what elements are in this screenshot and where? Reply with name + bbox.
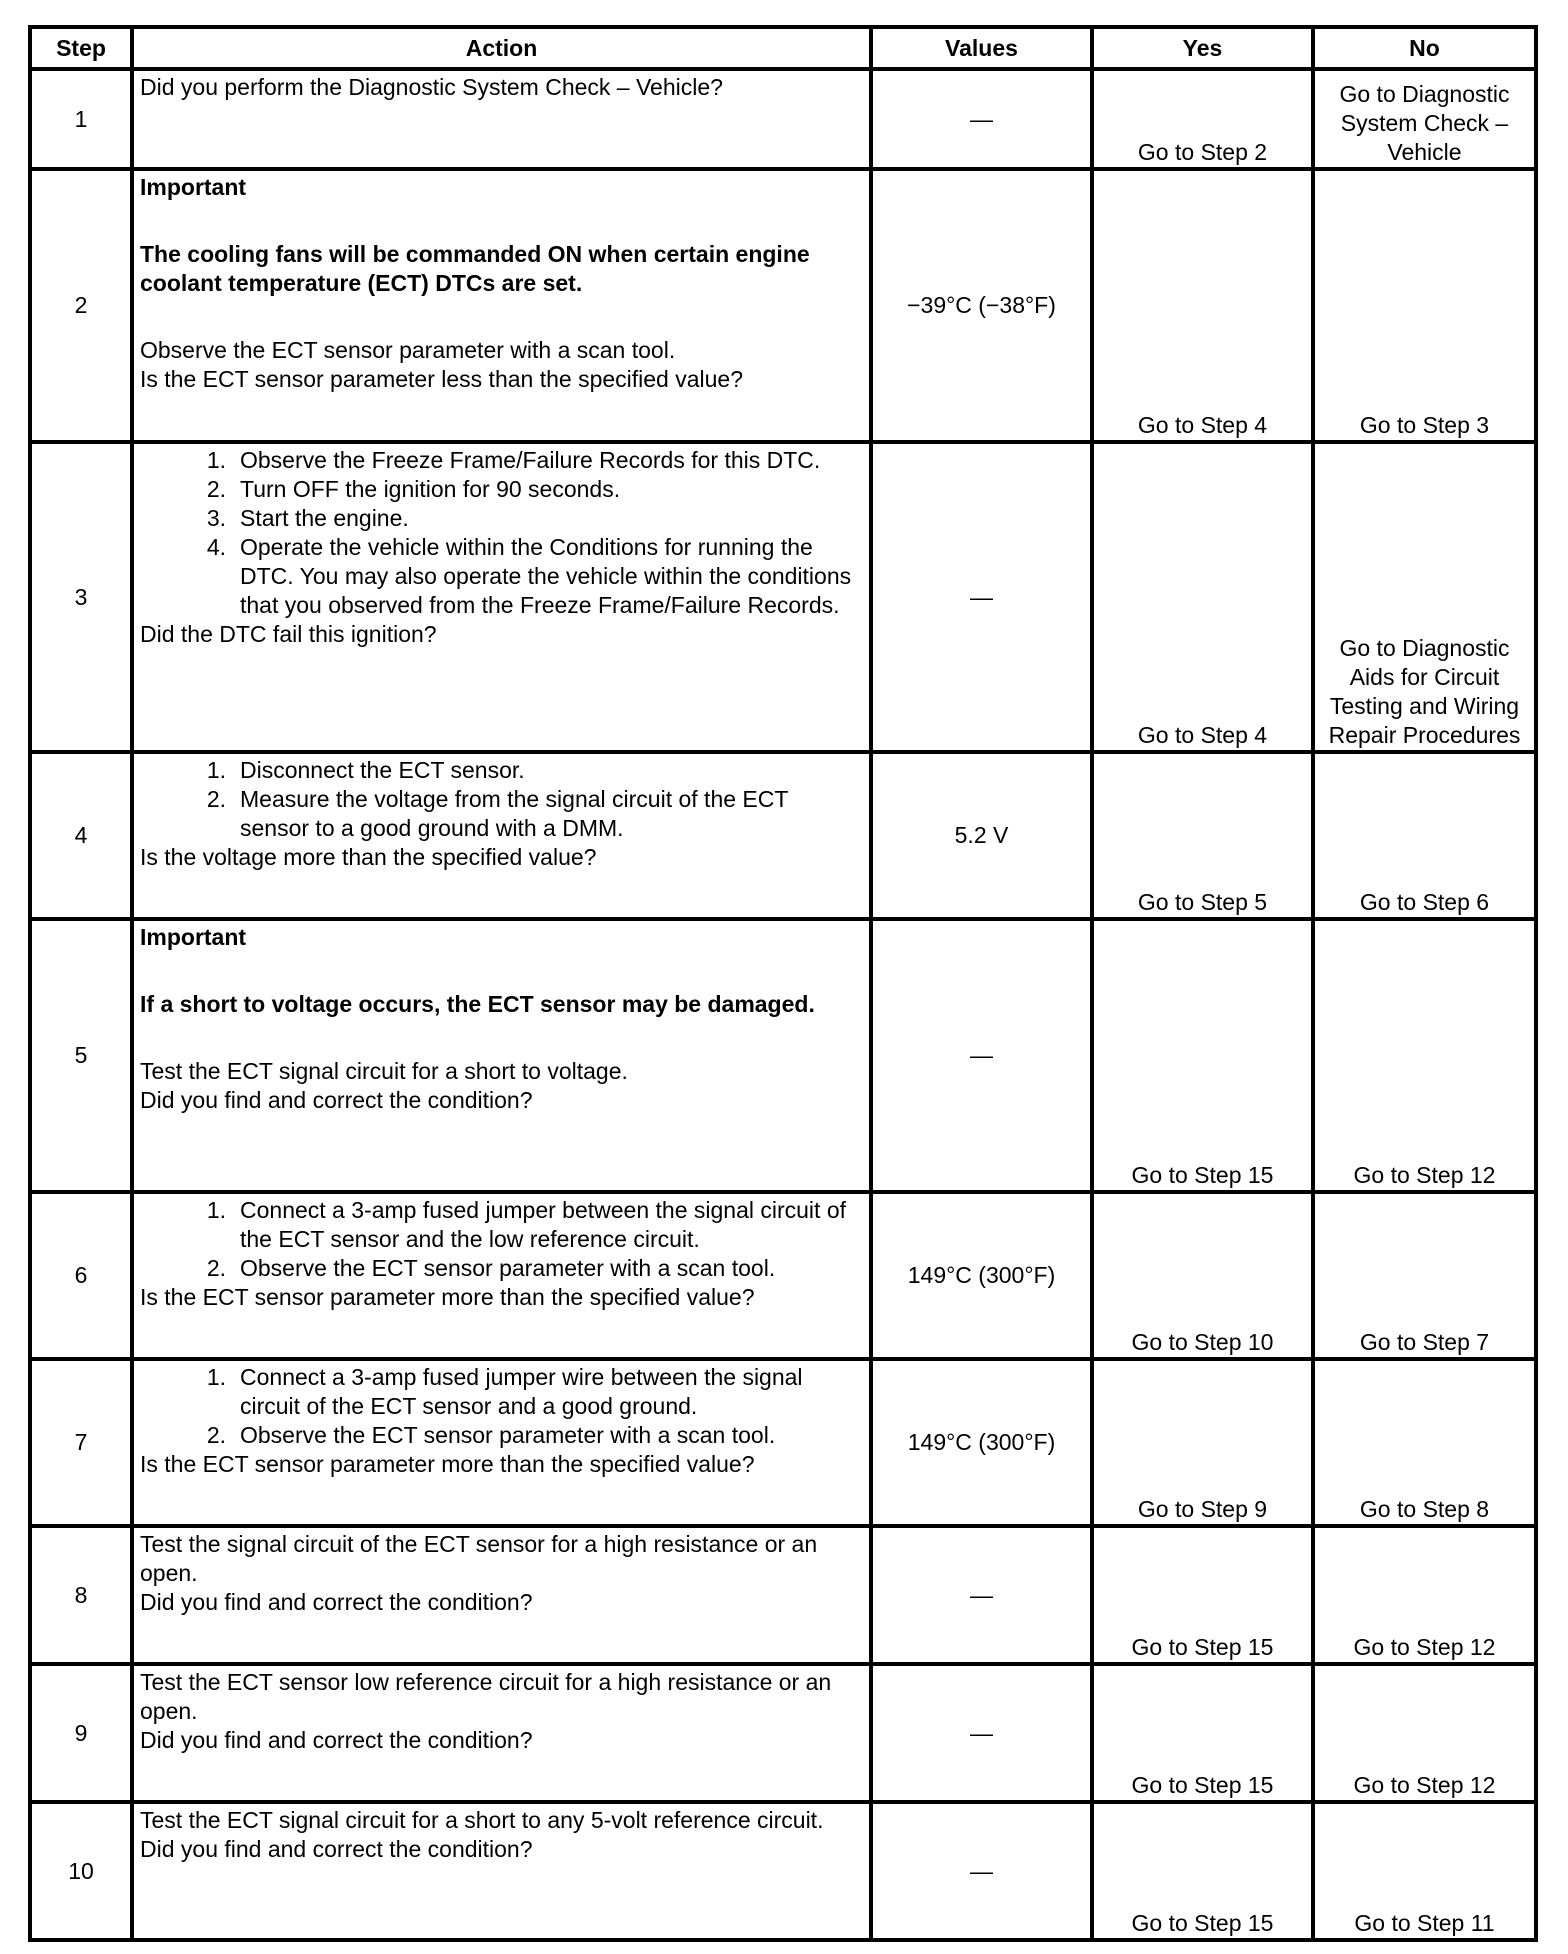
no-cell: Go to Step 12 — [1313, 1526, 1536, 1664]
action-steps — [140, 1196, 863, 1283]
yes-cell: Go to Step 4 — [1092, 442, 1313, 752]
table-row — [30, 1664, 1536, 1802]
no-cell: Go to Diagnostic System Check – Vehicle — [1313, 69, 1536, 169]
important-label: Important — [140, 924, 247, 950]
action-question: Is the ECT sensor parameter less than the specified value? — [140, 366, 744, 392]
list-item: 2. Observe the ECT sensor parameter with a scan tool. — [206, 1255, 776, 1281]
list-item: 2. Turn OFF the ignition for 90 seconds. — [206, 476, 621, 502]
diagnostic-table — [28, 25, 1538, 1942]
table-row — [30, 1526, 1536, 1664]
action-text: Observe the ECT sensor parameter with a scan tool. — [140, 337, 676, 363]
values-cell: — — [871, 1526, 1092, 1664]
action-question: Did you find and correct the condition? — [140, 1836, 533, 1862]
action-question: Is the ECT sensor parameter more than the specified value? — [140, 1284, 755, 1310]
action-text: Test the ECT signal circuit for a short to any 5-volt reference circuit. — [140, 1807, 824, 1833]
no-cell: Go to Diagnostic Aids for Circuit Testing and Wiring Repair Procedures — [1313, 442, 1536, 752]
action-cell — [132, 752, 871, 919]
action-cell — [132, 919, 871, 1192]
yes-cell: Go to Step 9 — [1092, 1359, 1313, 1526]
action-cell — [132, 1359, 871, 1526]
step-number: 1 — [30, 69, 132, 169]
values-cell: — — [871, 1802, 1092, 1940]
list-item: 2. Observe the ECT sensor parameter with a scan tool. — [206, 1422, 776, 1448]
table-row — [30, 1192, 1536, 1359]
important-note: If a short to voltage occurs, the ECT sensor may be damaged. — [140, 991, 815, 1017]
table-row — [30, 169, 1536, 442]
yes-cell: Go to Step 5 — [1092, 752, 1313, 919]
list-item: 1. Connect a 3-amp fused jumper wire between the signal circuit of the ECT sensor and a good ground. — [206, 1364, 803, 1419]
yes-cell: Go to Step 4 — [1092, 169, 1313, 442]
important-label: Important — [140, 174, 247, 200]
action-cell — [132, 1802, 871, 1940]
important-note: The cooling fans will be commanded ON when certain engine coolant temperature (ECT) DTCs are set. — [140, 241, 810, 296]
table-row — [30, 752, 1536, 919]
action-cell — [132, 69, 871, 169]
no-cell: Go to Step 11 — [1313, 1802, 1536, 1940]
list-item: 3. Start the engine. — [206, 505, 409, 531]
step-number: 2 — [30, 169, 132, 442]
no-cell: Go to Step 8 — [1313, 1359, 1536, 1526]
header-no: No — [1313, 27, 1536, 69]
action-steps — [140, 756, 863, 843]
action-text: Test the signal circuit of the ECT sensor for a high resistance or an open. — [140, 1531, 818, 1586]
action-question: Did you find and correct the condition? — [140, 1589, 533, 1615]
step-number: 6 — [30, 1192, 132, 1359]
action-cell — [132, 1664, 871, 1802]
action-text: Test the ECT sensor low reference circuit for a high resistance or an open. — [140, 1669, 832, 1724]
header-action: Action — [132, 27, 871, 69]
step-number: 3 — [30, 442, 132, 752]
yes-cell: Go to Step 15 — [1092, 919, 1313, 1192]
header-values: Values — [871, 27, 1092, 69]
values-cell: — — [871, 1664, 1092, 1802]
action-steps — [140, 1363, 863, 1450]
header-row — [30, 27, 1536, 69]
values-cell: — — [871, 442, 1092, 752]
action-cell — [132, 442, 871, 752]
step-number: 5 — [30, 919, 132, 1192]
table-row — [30, 442, 1536, 752]
action-cell — [132, 1192, 871, 1359]
list-item: 4. Operate the vehicle within the Conditions for running the DTC. You may also operate the vehicle within the conditions that you observed from the Freeze Frame/Failure Records. — [206, 534, 852, 618]
yes-cell: Go to Step 15 — [1092, 1664, 1313, 1802]
step-number: 7 — [30, 1359, 132, 1526]
list-item: 2. Measure the voltage from the signal circuit of the ECT sensor to a good ground with a DMM. — [206, 786, 789, 841]
no-cell: Go to Step 7 — [1313, 1192, 1536, 1359]
action-question: Is the voltage more than the specified value? — [140, 844, 597, 870]
no-cell: Go to Step 12 — [1313, 1664, 1536, 1802]
action-question: Did you perform the Diagnostic System Check – Vehicle? — [140, 74, 723, 100]
yes-cell: Go to Step 2 — [1092, 69, 1313, 169]
values-cell: 5.2 V — [871, 752, 1092, 919]
values-cell: −39°C (−38°F) — [871, 169, 1092, 442]
yes-cell: Go to Step 15 — [1092, 1802, 1313, 1940]
step-number: 8 — [30, 1526, 132, 1664]
values-cell: 149°C (300°F) — [871, 1359, 1092, 1526]
table-row — [30, 1359, 1536, 1526]
action-steps — [140, 446, 863, 620]
header-step: Step — [30, 27, 132, 69]
action-cell — [132, 1526, 871, 1664]
table-row — [30, 1802, 1536, 1940]
no-cell: Go to Step 6 — [1313, 752, 1536, 919]
action-question: Did the DTC fail this ignition? — [140, 621, 437, 647]
yes-cell: Go to Step 10 — [1092, 1192, 1313, 1359]
values-cell: — — [871, 69, 1092, 169]
action-question: Did you find and correct the condition? — [140, 1087, 533, 1113]
values-cell: 149°C (300°F) — [871, 1192, 1092, 1359]
action-text: Test the ECT signal circuit for a short to voltage. — [140, 1058, 628, 1084]
step-number: 9 — [30, 1664, 132, 1802]
list-item: 1. Disconnect the ECT sensor. — [206, 757, 525, 783]
list-item: 1. Connect a 3-amp fused jumper between the signal circuit of the ECT sensor and the low reference circuit. — [206, 1197, 846, 1252]
values-cell: — — [871, 919, 1092, 1192]
step-number: 10 — [30, 1802, 132, 1940]
action-question: Did you find and correct the condition? — [140, 1727, 533, 1753]
list-item: 1. Observe the Freeze Frame/Failure Records for this DTC. — [206, 447, 821, 473]
table-row — [30, 69, 1536, 169]
table-row — [30, 919, 1536, 1192]
yes-cell: Go to Step 15 — [1092, 1526, 1313, 1664]
header-yes: Yes — [1092, 27, 1313, 69]
action-question: Is the ECT sensor parameter more than the specified value? — [140, 1451, 755, 1477]
action-cell — [132, 169, 871, 442]
no-cell: Go to Step 12 — [1313, 919, 1536, 1192]
no-cell: Go to Step 3 — [1313, 169, 1536, 442]
step-number: 4 — [30, 752, 132, 919]
